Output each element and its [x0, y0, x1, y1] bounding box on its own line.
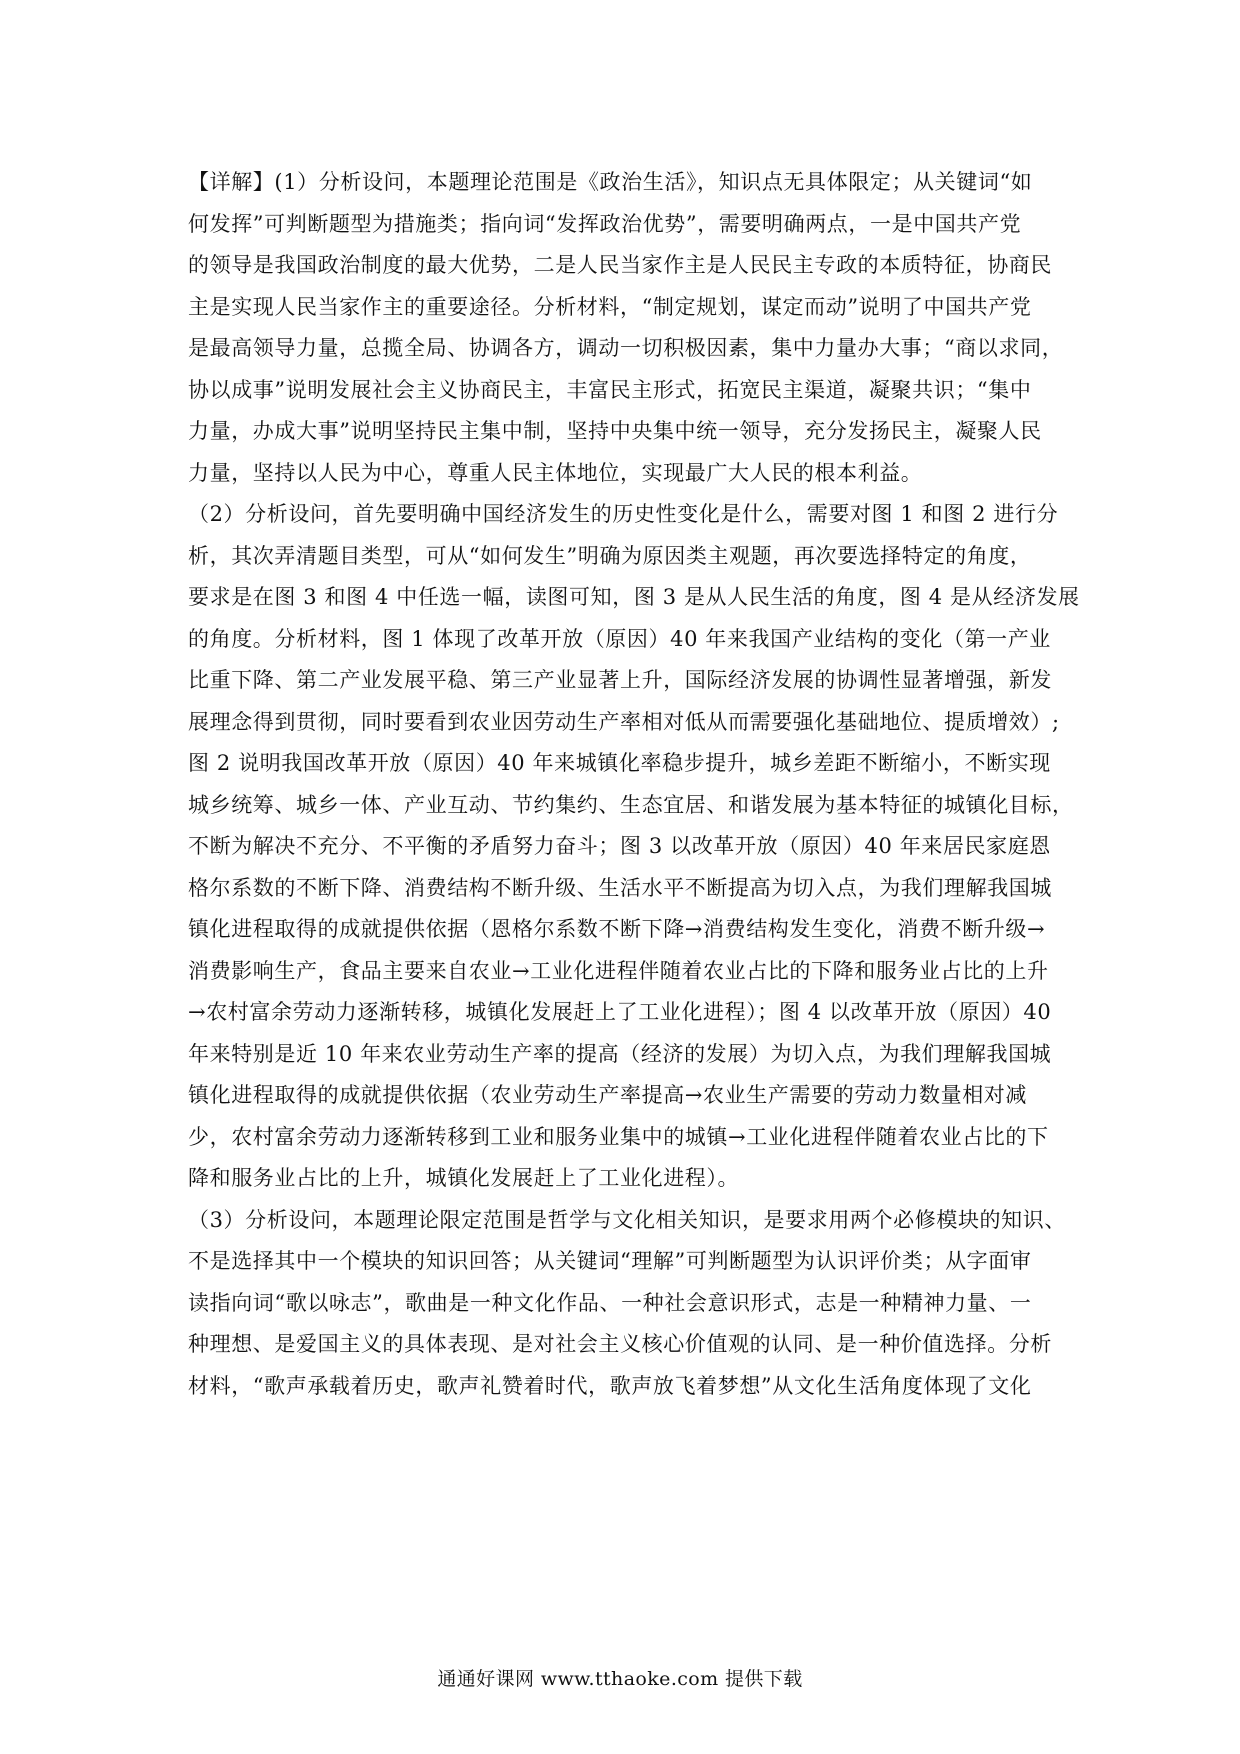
text-line: 力量，坚持以人民为中心，尊重人民主体地位，实现最广大人民的根本利益。 — [188, 460, 923, 485]
text-line: 是最高领导力量，总揽全局、协调各方，调动一切积极因素，集中力量办大事；“商以求同， — [188, 336, 1064, 360]
text-line: 降和服务业占比的上升，城镇化发展赶上了工业化进程）。 — [188, 1166, 740, 1190]
text-line: 的角度。分析材料，图 1 体现了改革开放（原因）40 年来我国产业结构的变化（第一产业 — [188, 626, 1051, 651]
text-line: 格尔系数的不断下降、消费结构不断升级、生活水平不断提高为切入点，为我们理解我国城 — [188, 875, 1052, 900]
text-line: 何发挥”可判断题型为措施类；指向词“发挥政治优势”，需要明确两点，一是中国共产党 — [188, 211, 1022, 236]
text-line: 力量，办成大事”说明坚持民主集中制，坚持中央集中统一领导，充分发扬民主，凝聚人民 — [188, 419, 1042, 443]
text-line: 【详解】(1）分析设问，本题理论范围是《政治生活》，知识点无具体限定；从关键词“如 — [188, 170, 1033, 194]
text-line: 主是实现人民当家作主的重要途径。分析材料，“制定规划，谋定而动”说明了中国共产党 — [188, 294, 1032, 319]
text-line: 不断为解决不充分、不平衡的矛盾努力奋斗；图 3 以改革开放（原因）40 年来居民家庭恩 — [188, 834, 1051, 858]
text-line: 少，农村富余劳动力逐渐转移到工业和服务业集中的城镇→工业化进程伴随着农业占比的下 — [188, 1124, 1049, 1149]
text-line: 材料，“歌声承载着历史，歌声礼赞着时代，歌声放飞着梦想”从文化生活角度体现了文化 — [188, 1373, 1032, 1398]
text-line: （2）分析设问，首先要明确中国经济发生的历史性变化是什么，需要对图 1 和图 2 进行分 — [188, 502, 1059, 526]
text-line: 图 2 说明我国改革开放（原因）40 年来城镇化率稳步提升，城乡差距不断缩小，不断实现 — [188, 751, 1051, 775]
text-line: 展理念得到贯彻，同时要看到农业因劳动生产率相对低从而需要强化基础地位、提质增效）; — [188, 709, 1060, 734]
text-line: 比重下降、第二产业发展平稳、第三产业显著上升，国际经济发展的协调性显著增强，新发 — [188, 668, 1052, 692]
text-line: 镇化进程取得的成就提供依据（农业劳动生产率提高→农业生产需要的劳动力数量相对减 — [188, 1083, 1027, 1107]
text-line: 镇化进程取得的成就提供依据（恩格尔系数不断下降→消费结构发生变化，消费不断升级→ — [188, 917, 1046, 941]
text-line: →农村富余劳动力逐渐转移，城镇化发展赶上了工业化进程）；图 4 以改革开放（原因）40 — [188, 1000, 1052, 1024]
text-line: 析，其次弄清题目类型，可从“如何发生”明确为原因类主观题，再次要选择特定的角度， — [188, 543, 1032, 568]
text-line: 年来特别是近 10 年来农业劳动生产率的提高（经济的发展）为切入点，为我们理解我国城 — [188, 1041, 1052, 1066]
text-line: 消费影响生产，食品主要来自农业→工业化进程伴随着农业占比的下降和服务业占比的上升 — [188, 958, 1049, 983]
text-line: 城乡统筹、城乡一体、产业互动、节约集约、生态宜居、和谐发展为基本特征的城镇化目标， — [188, 792, 1074, 817]
text-line: （3）分析设问，本题理论限定范围是哲学与文化相关知识，是要求用两个必修模块的知识、 — [188, 1207, 1066, 1232]
explanation-text — [188, 162, 1080, 1407]
text-line: 的领导是我国政治制度的最大优势，二是人民当家作主是人民民主专政的本质特征，协商民 — [188, 253, 1052, 277]
text-line: 读指向词“歌以咏志”，歌曲是一种文化作品、一种社会意识形式，志是一种精神力量、一 — [188, 1290, 1032, 1315]
page-footer: 通通好课网 www.tthaoke.com 提供下载 — [437, 1668, 803, 1690]
text-line: 协以成事”说明发展社会主义协商民主，丰富民主形式，拓宽民主渠道，凝聚共识；“集中 — [188, 377, 1032, 402]
text-line: 要求是在图 3 和图 4 中任选一幅，读图可知，图 3 是从人民生活的角度，图 4 是从经济发展 — [188, 585, 1080, 609]
text-line: 种理想、是爱国主义的具体表现、是对社会主义核心价值观的认同、是一种价值选择。分析 — [188, 1332, 1052, 1356]
text-line: 不是选择其中一个模块的知识回答；从关键词“理解”可判断题型为认识评价类；从字面审 — [188, 1249, 1032, 1273]
